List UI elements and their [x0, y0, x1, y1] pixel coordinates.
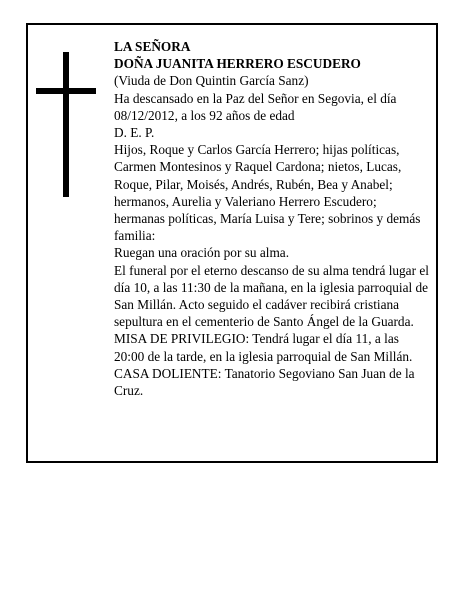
funeral-info: El funeral por el eterno descanso de su alma tendrá lugar el día 10, a las 11:30 de la mañana, en la iglesia parroquial de San Millán. Acto seguido el cadáver recibirá cristiana sepultura en el cementerio de Santo Ángel de la Guarda.	[114, 262, 429, 330]
deceased-name: DOÑA JUANITA HERRERO ESCUDERO	[114, 56, 361, 72]
cross-vertical-bar	[63, 52, 69, 197]
prayer-line: Ruegan una oración por su alma.	[114, 245, 290, 261]
widow-line: (Viuda de Don Quintin García Sanz)	[114, 73, 309, 89]
notice-title: LA SEÑORA	[114, 39, 191, 54]
mourning-house: CASA DOLIENTE: Tanatorio Segoviano San Juan de la Cruz.	[114, 365, 415, 399]
dep-line: D. E. P.	[114, 125, 155, 141]
death-line: Ha descansado en la Paz del Señor en Segovia, el día 08/12/2012, a los 92 años de edad	[114, 90, 397, 123]
mass-info: MISA DE PRIVILEGIO: Tendrá lugar el día 11, a las 20:00 de la tarde, en la iglesia parroquial de San Millán.	[114, 331, 413, 364]
family-list: Hijos, Roque y Carlos García Herrero; hijas políticas, Carmen Montesinos y Raquel Cardona; nietos, Lucas, Roque, Pilar, Moisés, Andrés, Rubén, Bea y Anabel; hermanos, Aurelia y Valeriano Herrero Escudero; hermanas políticas, María Luisa y Tere; sobrinos y demás familia:	[114, 142, 421, 244]
obituary-text	[114, 38, 430, 399]
latin-cross-icon	[36, 52, 96, 197]
cross-horizontal-bar	[36, 88, 96, 94]
